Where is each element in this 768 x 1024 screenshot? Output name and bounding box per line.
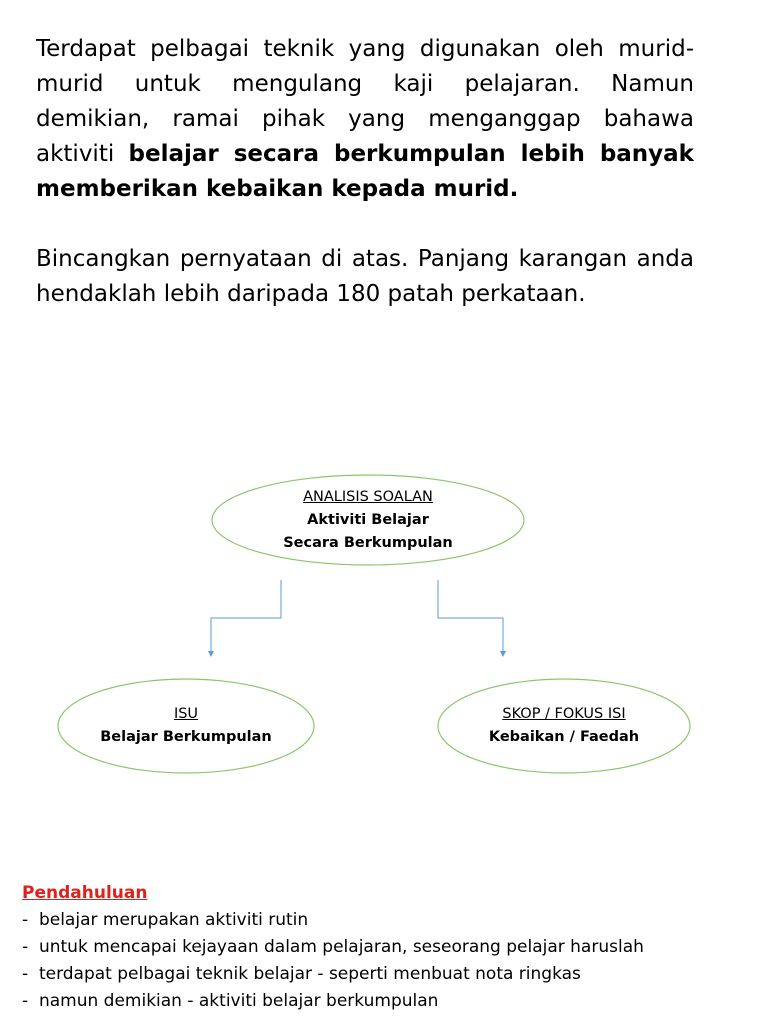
- right-node: [448, 690, 680, 762]
- list-item-text: untuk mencapai kejayaan dalam pelajaran, seseorang pelajar haruslah: [38, 937, 644, 957]
- left-connector: [211, 580, 281, 654]
- left-title: ISU: [173, 706, 199, 722]
- question-emphasis: belajar secara berkumpulan lebih banyak memberikan kebaikan kepada murid.: [36, 141, 694, 202]
- right-title: SKOP / FOKUS ISI: [502, 706, 626, 722]
- right-connector: [438, 580, 503, 654]
- analysis-diagram: [0, 440, 768, 800]
- root-body: Aktiviti Belajar Secara Berkumpulan: [283, 511, 453, 551]
- question-text: Terdapat pelbagai teknik yang digunakan oleh murid-murid untuk mengulang kaji pelajaran. Namun demikian, ramai pihak yang menganggap bahawa aktiviti: [36, 36, 694, 167]
- introduction-list: [22, 907, 742, 1015]
- question-paragraph: [36, 32, 694, 207]
- list-item: - untuk mencapai kejayaan dalam pelajaran, seseorang pelajar haruslah: [22, 937, 644, 957]
- list-item-text: namun demikian - aktiviti belajar berkumpulan: [38, 991, 439, 1011]
- introduction-heading: Pendahuluan: [22, 883, 148, 903]
- left-node: [70, 690, 302, 762]
- introduction-section: [22, 880, 742, 1015]
- right-body: Kebaikan / Faedah: [488, 729, 640, 745]
- root-node: [222, 480, 514, 560]
- instruction-paragraph: Bincangkan pernyataan di atas. Panjang karangan anda hendaklah lebih daripada 180 patah perkataan.: [36, 246, 694, 307]
- left-body: Belajar Berkumpulan: [100, 729, 272, 745]
- list-item-text: belajar merupakan aktiviti rutin: [38, 910, 309, 930]
- list-item-text: terdapat pelbagai teknik belajar - seperti menbuat nota ringkas: [38, 964, 581, 984]
- list-item: - namun demikian - aktiviti belajar berkumpulan: [22, 991, 439, 1011]
- list-item: - belajar merupakan aktiviti rutin: [22, 910, 309, 930]
- root-title: ANALISIS SOALAN: [303, 488, 433, 505]
- list-item: - terdapat pelbagai teknik belajar - seperti menbuat nota ringkas: [22, 964, 581, 984]
